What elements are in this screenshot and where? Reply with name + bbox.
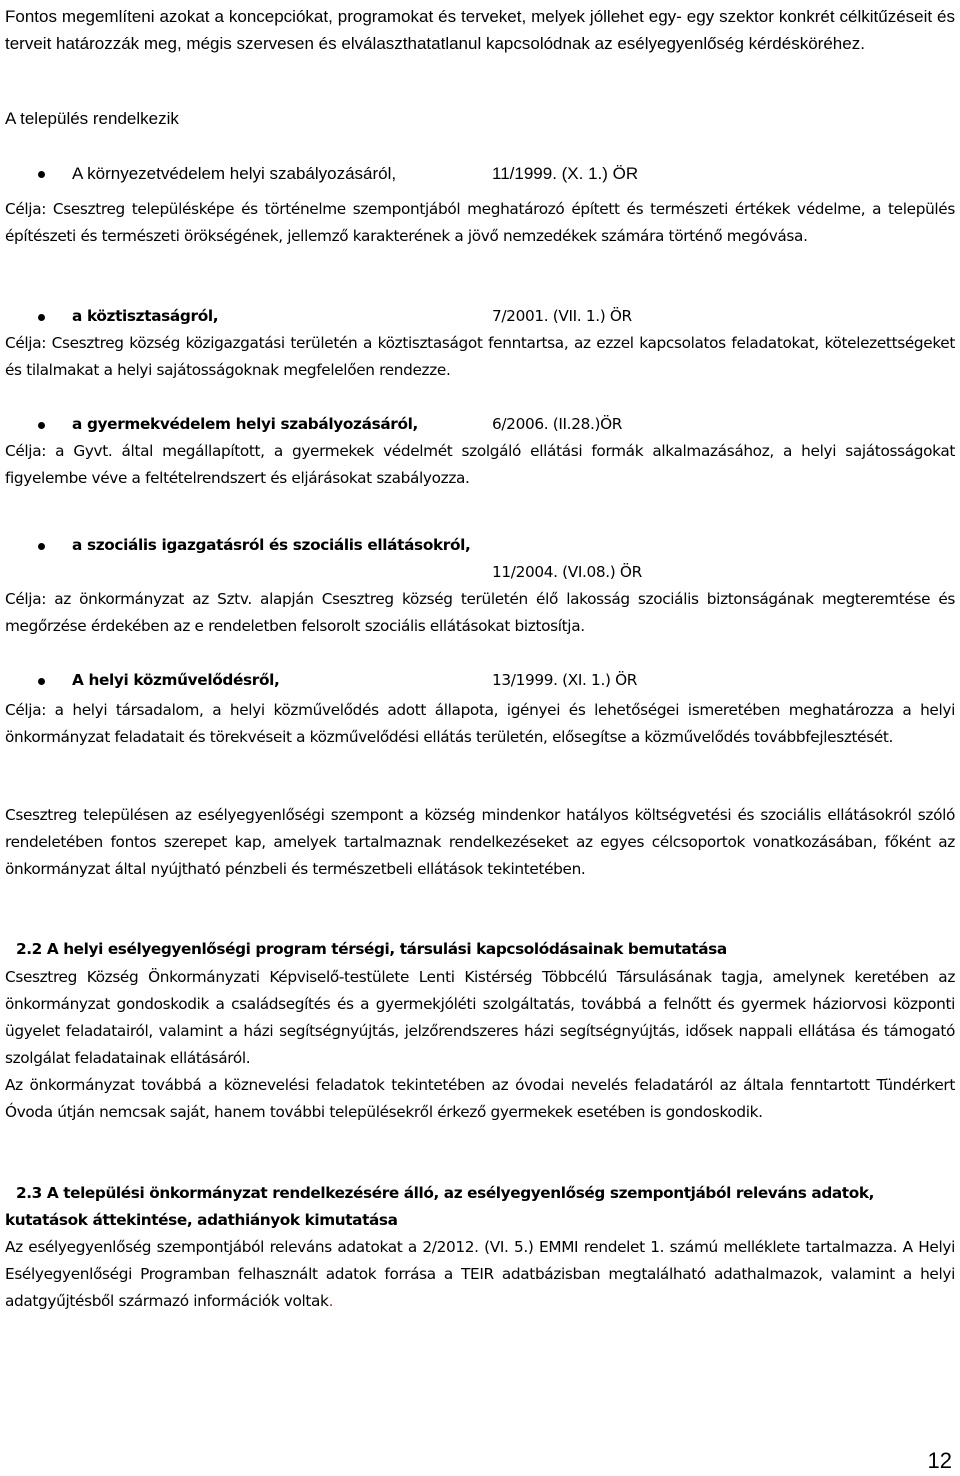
budget-paragraph: Csesztreg településen az esélyegyenlőségi szempont a község mindenkor hatályos költségvetési és szociális ellátásokról szóló rendeletében fontos szerepet kap, amelyek tartalmaznak rendelkezéseket az egyes célcsoportok vonatkozásában, főként az önkormányzat által nyújtható pénzbeli és természetbeli ellátások tekintetében.: [5, 806, 955, 878]
regulation-reference: 11/1999. (X. 1.) ÖR: [492, 164, 639, 183]
regulation-goal: Célja: Csesztreg településképe és történelme szempontjából meghatározó épített és természeti értékek védelme, a település építészeti és természeti örökségének, jellemző karakterének a jövő nemzedékek számára történő megóvása.: [5, 200, 955, 245]
regulation-goal: Célja: az önkormányzat az Sztv. alapján Csesztreg község területén élő lakosság szociális biztonságának megteremtése és megőrzése érdekében az e rendeletben felsorolt szociális ellátásokat biztosítja.: [5, 590, 955, 635]
section-heading-2-3: 2.3 A települési önkormányzat rendelkezésére álló, az esélyegyenlőség szempontjából releváns adatok, kutatások áttekintése, adathiányok kimutatása: [5, 1184, 875, 1229]
bullet-icon: [38, 422, 45, 429]
regulation-title: a gyermekvédelem helyi szabályozásáról,: [72, 415, 419, 433]
intro-paragraph: Fontos megemlíteni azokat a koncepciókat, programokat és terveket, melyek jóllehet egy- egy szektor konkrét célkitűzéseit és terveit határozzák meg, mégis szervesen és elválaszthatatlanul kapcsolódnak az esélyegyenlőség kérdésköréhez.: [5, 7, 955, 53]
regulation-goal: Célja: a Gyvt. által megállapított, a gyermekek védelmét szolgáló ellátási formák alkalmazásához, a helyi sajátosságokat figyelembe véve a feltételrendszert és eljárásokat szabályozza.: [5, 442, 955, 487]
section-2-2-paragraph-2: Az önkormányzat továbbá a köznevelési feladatok tekintetében az óvodai nevelés feladatáról az általa fenntartott Tündérkert Óvoda útján nemcsak saját, hanem további településekről érkező gyermekek esetében is gondoskodik.: [5, 1076, 955, 1121]
regulation-item-public-culture: [0, 667, 955, 694]
bullet-icon: [38, 314, 45, 321]
regulation-item-environment: [0, 160, 955, 187]
regulation-reference: 11/2004. (VI.08.) ÖR: [492, 563, 642, 581]
bullet-icon: [38, 171, 45, 178]
regulation-title: a köztisztaságról,: [72, 307, 219, 325]
regulation-title: A helyi közművelődésről,: [72, 671, 280, 689]
regulation-title: a szociális igazgatásról és szociális ellátásokról,: [72, 536, 471, 554]
regulation-reference: 7/2001. (VII. 1.) ÖR: [492, 307, 632, 325]
regulation-reference: 13/1999. (XI. 1.) ÖR: [492, 671, 638, 689]
section-2-3-paragraph: Az esélyegyenlőség szempontjából releváns adatokat a 2/2012. (VI. 5.) EMMI rendelet 1. számú melléklete tartalmazza. A Helyi Esélyegyenlőségi Programban felhasznált adatok forrása a TEIR adatbázisban megtalálható adathalmazok, valamint a helyi adatgyűjtésből származó információk voltak.: [5, 1238, 955, 1310]
regulation-goal: Célja: Csesztreg község közigazgatási területén a köztisztaságot fenntartsa, az ezzel kapcsolatos feladatokat, kötelezettségeket és tilalmakat a helyi sajátosságoknak megfelelően rendezze.: [5, 334, 955, 379]
red-period: .: [328, 1292, 334, 1310]
bullet-icon: [38, 678, 45, 685]
bullet-icon: [38, 543, 45, 550]
regulation-reference-row: [0, 559, 955, 586]
page-number: 12: [927, 1448, 952, 1473]
regulation-title: A környezetvédelem helyi szabályozásáról,: [72, 164, 397, 183]
regulation-goal: Célja: a helyi társadalom, a helyi közművelődés adott állapota, igényei és lehetőségei ismeretében meghatározza a helyi önkormányzat feladatait és törekvéseit a közművelődési ellátás területén, elősegítse a közművelődés továbbfejlesztését.: [5, 701, 955, 746]
regulation-item-child-protection: [0, 411, 955, 438]
section-heading-2-2: 2.2 A helyi esélyegyenlőségi program térségi, társulási kapcsolódásainak bemutatása: [16, 940, 727, 958]
regulation-item-public-cleanliness: [0, 303, 955, 330]
regulation-reference: 6/2006. (II.28.)ÖR: [492, 415, 623, 433]
settlement-has-label: A település rendelkezik: [5, 109, 179, 128]
regulation-item-social-administration: [0, 532, 955, 559]
section-2-2-paragraph-1: Csesztreg Község Önkormányzati Képviselő-testülete Lenti Kistérség Többcélú Társulásának tagja, amelynek keretében az önkormányzat gondoskodik a családsegítés és a gyermekjóléti szolgáltatás, továbbá a felnőtt és gyermek háziorvosi központi ügyelet feladatairól, valamint a házi segítségnyújtás, jelzőrendszeres házi segítségnyújtás, idősek nappali ellátása és támogató szolgálat feladatainak ellátásáról.: [5, 968, 955, 1067]
